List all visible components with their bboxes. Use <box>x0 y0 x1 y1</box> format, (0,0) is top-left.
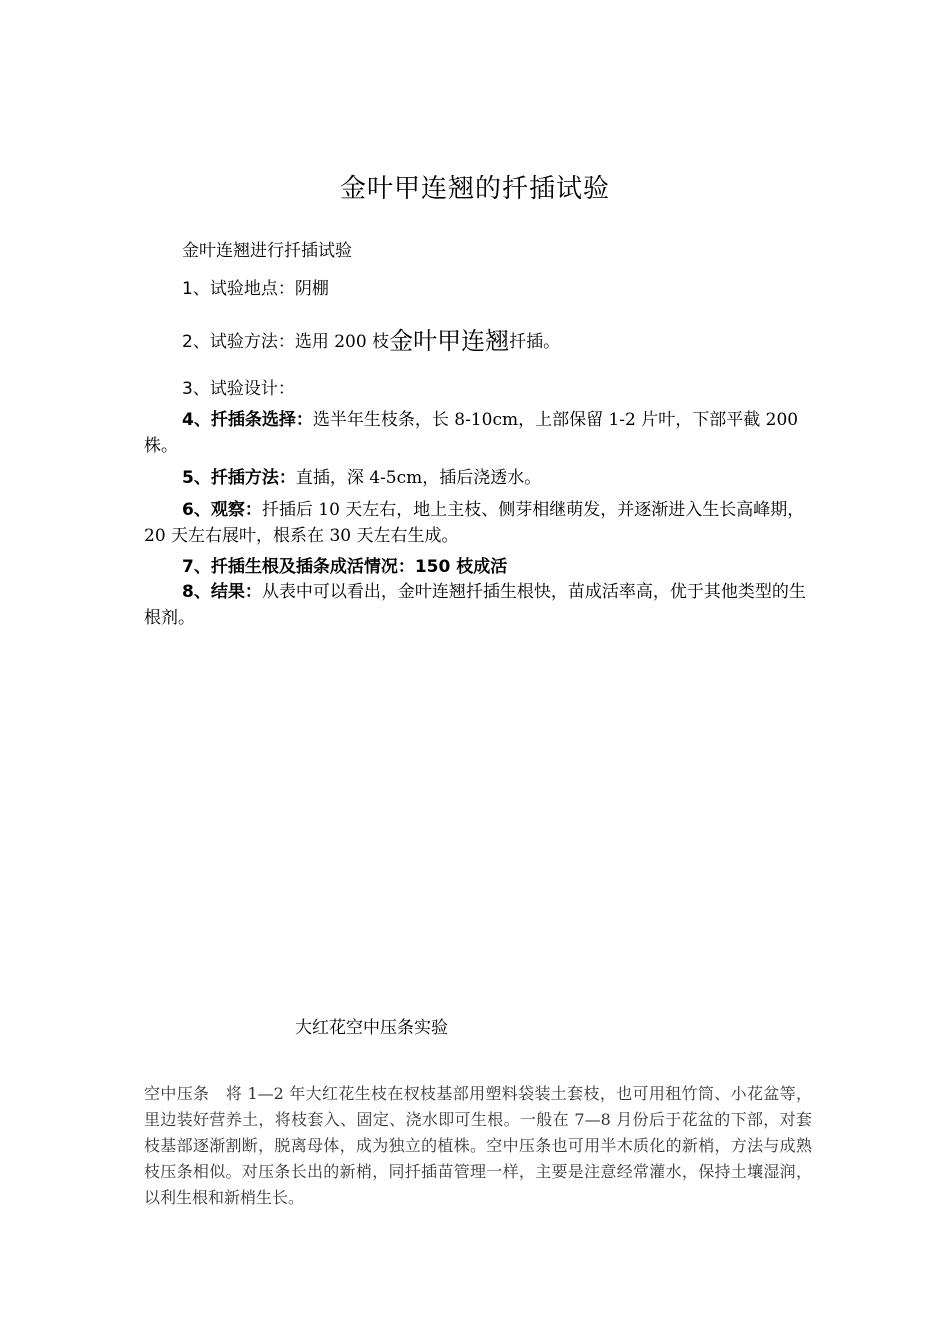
item-3 <box>144 376 852 402</box>
item-6 <box>144 497 814 549</box>
item-2-post: 扦插。 <box>509 332 561 352</box>
item-8 <box>144 579 814 631</box>
item-8-text: 从表中可以看出，金叶连翘扦插生根快，苗成活率高，优于其他类型的生根剂。 <box>144 582 806 628</box>
item-4-label: 4、扦插条选择： <box>182 410 313 430</box>
item-6-label: 6、观察： <box>182 500 262 520</box>
section-2-paragraph: 空中压条 将 1—2 年大红花生枝在杈枝基部用塑料袋装土套枝，也可用租竹筒、小花盆等，里边装好营养土，将枝套入、固定、浇水即可生根。一般在 7—8 月份后于花盆的下部，对套枝基部逐渐割断，脱离母体，成为独立的植株。空中压条也可用半木质化的新梢，方法与成熟枝压条相似。对压条长出的新梢，同扦插苗管理一样，主要是注意经常灌水，保持土壤湿润，以利生根和新梢生长。 <box>144 1084 812 1207</box>
item-1-label: 1、试验地点： <box>182 279 295 299</box>
item-8-label: 8、结果： <box>182 582 262 602</box>
item-1-text: 阴棚 <box>294 279 329 299</box>
item-5-label: 5、扦插方法： <box>182 468 296 488</box>
item-4-text: 选半年生枝条，长 8-10cm，上部保留 1-2 片叶，下部平截 200 株。 <box>144 410 799 456</box>
item-5 <box>144 465 852 491</box>
item-1 <box>144 276 852 302</box>
item-6-text: 扦插后 10 天左右，地上主枝、侧芽相继萌发，并逐渐进入生长高峰期，20 天左右展叶，根系在 30 天左右生成。 <box>144 500 805 546</box>
item-2 <box>144 328 852 355</box>
item-4 <box>144 407 814 459</box>
item-7 <box>144 554 852 580</box>
item-2-label: 2、试验方法： <box>182 332 295 352</box>
item-7-label: 7、扦插生根及插条成活情况：150 枝成活 <box>182 557 508 577</box>
intro-text: 金叶连翘进行扦插试验 <box>182 241 352 261</box>
page-title: 金叶甲连翘的扦插试验 <box>339 174 610 204</box>
item-5-text: 直插，深 4-5cm，插后浇透水。 <box>295 468 542 488</box>
intro-line <box>144 238 852 264</box>
section-2-title: 大红花空中压条实验 <box>295 1018 448 1038</box>
item-2-pre: 选用 200 枝 <box>294 332 390 352</box>
item-3-label: 3、试验设计： <box>182 379 295 399</box>
item-2-highlight: 金叶甲连翘 <box>389 327 510 355</box>
